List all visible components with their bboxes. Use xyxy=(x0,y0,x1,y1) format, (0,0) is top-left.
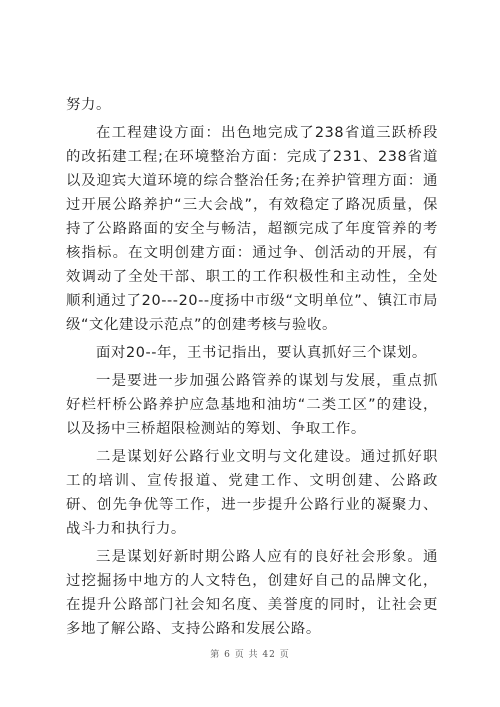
page-number-footer: 第 6 页 共 42 页 xyxy=(210,650,290,660)
paragraph-plan-one: 一是要进一步加强公路管养的谋划与发展，重点抓好栏杆桥公路养护应急基地和油坊“二类工区”的建设，以及扬中三桥超限检测站的筹划、争取工作。 xyxy=(66,373,438,437)
paragraph-continuation: 努力。 xyxy=(66,97,111,113)
paragraph-achievements: 在工程建设方面：出色地完成了238省道三跃桥段的改拓建工程;在环境整治方面：完成了231、238省道以及迎宾大道环境的综合整治任务;在养护管理方面：通过开展公路养护“三大会战”，有效稳定了路况质量，保持了公路路面的安全与畅洁，超额完成了年度管养的考核指标。在文明创建方面：通过争、创活动的开展，有效调动了全处干部、职工的工作积极性和主动性，全处顺利通过了20---20--度扬中市级“文明单位”、镇江市局级“文化建设示范点”的创建考核与验收。 xyxy=(66,125,438,333)
document-body xyxy=(66,93,438,645)
paragraph-plan-two: 二是谋划好公路行业文明与文化建设。通过抓好职工的培训、宣传报道、党建工作、文明创建、公路政研、创先争优等工作，进一步提升公路行业的凝聚力、战斗力和执行力。 xyxy=(66,449,438,537)
paragraph-intro-plans: 面对20--年，王书记指出，要认真抓好三个谋划。 xyxy=(96,345,427,361)
paragraph-plan-three: 三是谋划好新时期公路人应有的良好社会形象。通过挖掘扬中地方的人文特色，创建好自己的品牌文化，在提升公路部门社会知名度、美誉度的同时，让社会更多地了解公路、支持公路和发展公路。 xyxy=(66,549,438,637)
